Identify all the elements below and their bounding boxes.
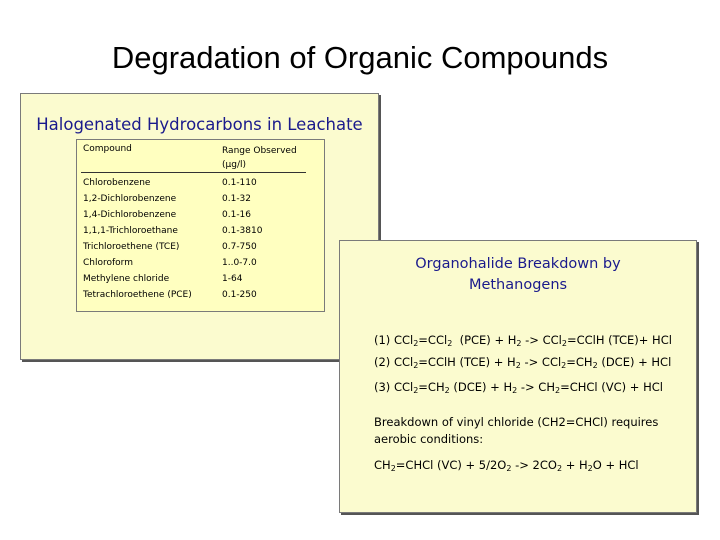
eq-text: =CH	[418, 380, 445, 394]
eq-text: (2) CCl	[374, 355, 414, 369]
table-row	[77, 226, 324, 240]
header-range-line2: (µg/l)	[222, 160, 246, 170]
reaction-4	[374, 458, 639, 473]
cell-range: 0.1-32	[222, 194, 252, 204]
title-line2: Methanogens	[468, 277, 568, 293]
eq-subscript: 2	[447, 339, 453, 348]
table-row	[77, 274, 324, 288]
methanogens-panel	[339, 240, 697, 513]
header-divider	[81, 172, 306, 173]
cell-compound: Trichloroethene (TCE)	[83, 242, 180, 252]
eq-subscript: 2	[506, 464, 512, 473]
reaction-3	[374, 380, 663, 395]
eq-text: =CHCl (VC) + 5/2O	[395, 458, 507, 472]
vinyl-chloride-note: Breakdown of vinyl chloride (CH2=CHCl) requires aerobic conditions:	[374, 415, 659, 446]
cell-compound: Tetrachloroethene (PCE)	[83, 290, 192, 300]
title-line1: Organohalide Breakdown by	[415, 256, 621, 272]
reaction-2	[374, 355, 671, 370]
eq-subscript: 2	[556, 464, 563, 473]
eq-subscript: 2	[512, 386, 518, 395]
table-row	[77, 210, 324, 224]
cell-range: 0.1-110	[222, 178, 257, 188]
eq-subscript: 2	[413, 339, 419, 348]
table-row	[77, 178, 324, 192]
eq-subscript: 2	[561, 361, 567, 370]
table-row	[77, 290, 324, 304]
methanogens-panel-title	[340, 254, 696, 296]
eq-text: (DCE) + H	[449, 380, 513, 394]
cell-range: 0.1-250	[222, 290, 257, 300]
cell-compound: 1,2-Dichlorobenzene	[83, 194, 177, 204]
header-range-line1: Range Observed	[222, 146, 297, 156]
eq-text: (3) CCl	[374, 380, 414, 394]
cell-range: 1-64	[222, 274, 243, 284]
cell-compound: 1,1,1-Trichloroethane	[83, 226, 178, 236]
eq-subscript: 2	[516, 339, 522, 348]
eq-subscript: 2	[413, 361, 419, 370]
cell-range: 0.7-750	[222, 242, 257, 252]
header-range	[222, 144, 297, 172]
eq-text: (DCE) + HCl	[597, 355, 672, 369]
eq-text: =CCl	[418, 333, 448, 347]
leachate-panel	[20, 93, 379, 360]
eq-subscript: 2	[561, 339, 567, 348]
eq-subscript: 2	[413, 386, 419, 395]
leachate-panel-title: Halogenated Hydrocarbons in Leachate	[36, 115, 363, 134]
eq-text: -> 2CO	[511, 458, 557, 472]
eq-text: CH	[374, 458, 391, 472]
eq-text: =CH	[566, 355, 593, 369]
slide-title: Degradation of Organic Compounds	[111, 40, 609, 75]
cell-compound: Chlorobenzene	[83, 178, 151, 188]
eq-text: -> CCl	[520, 355, 562, 369]
reaction-1	[374, 333, 672, 348]
cell-range: 0.1-3810	[222, 226, 263, 236]
eq-subscript: 2	[515, 361, 521, 370]
eq-text: (1) CCl	[374, 333, 414, 347]
cell-compound: Methylene chloride	[83, 274, 170, 284]
eq-subscript: 2	[592, 361, 598, 370]
eq-subscript: 2	[587, 464, 593, 473]
header-compound: Compound	[83, 144, 132, 154]
eq-text: O + HCl	[592, 458, 639, 472]
eq-text: =CHCl (VC) + HCl	[560, 380, 663, 394]
eq-subscript: 2	[390, 464, 396, 473]
cell-compound: Chloroform	[83, 258, 133, 268]
cell-compound: 1,4-Dichlorobenzene	[83, 210, 177, 220]
eq-text: -> CCl	[521, 333, 562, 347]
eq-text: (PCE) + H	[452, 333, 517, 347]
table-row	[77, 258, 324, 272]
cell-range: 0.1-16	[222, 210, 252, 220]
eq-subscript: 2	[444, 386, 450, 395]
leachate-table	[76, 139, 325, 312]
table-row	[77, 194, 324, 208]
eq-subscript: 2	[554, 386, 561, 395]
table-row	[77, 242, 324, 256]
eq-text: -> CH	[517, 380, 555, 394]
eq-text: + H	[562, 458, 588, 472]
eq-text: =CClH (TCE) + H	[418, 355, 516, 369]
cell-range: 1..0-7.0	[222, 258, 257, 268]
eq-text: =CClH (TCE)+ HCl	[566, 333, 672, 347]
